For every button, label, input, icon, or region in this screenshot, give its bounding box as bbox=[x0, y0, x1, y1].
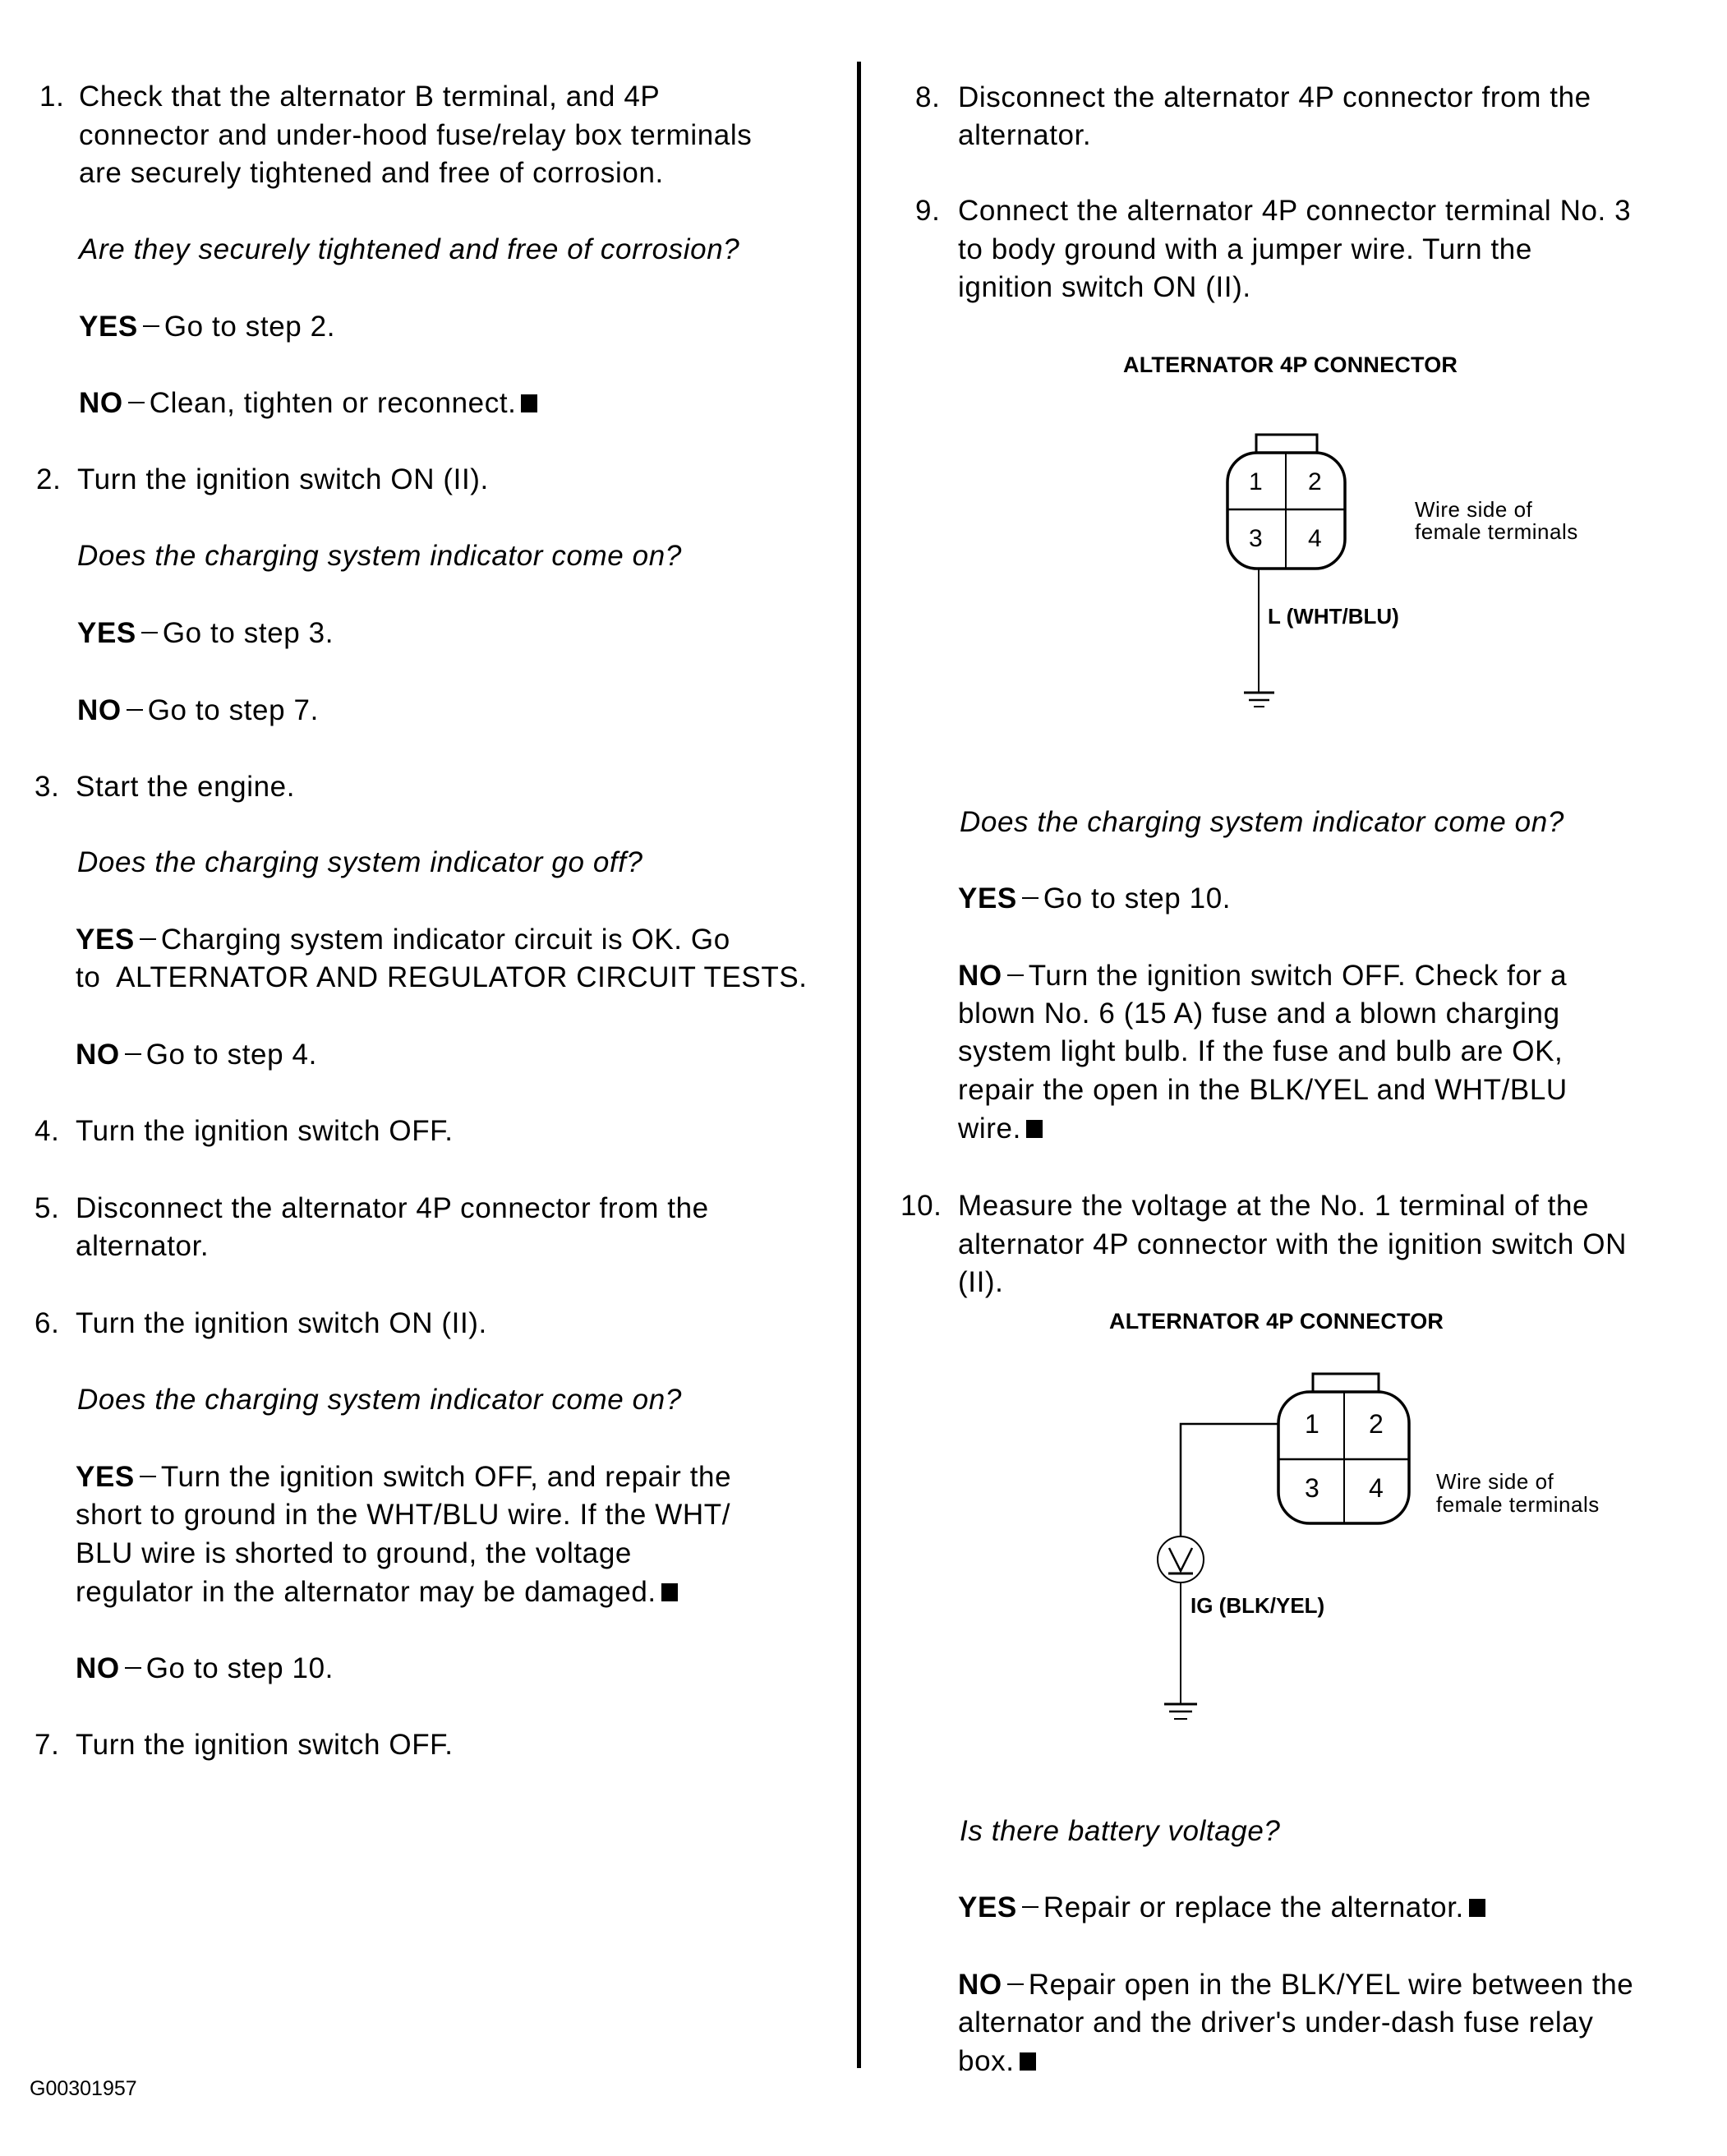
step-3-instruction-line: Start the engine. bbox=[76, 771, 296, 803]
yes-text: Charging system indicator circuit is OK. Go bbox=[160, 924, 730, 956]
yes-text: Go to step 2. bbox=[163, 311, 336, 343]
step-10-number: 10. bbox=[900, 1190, 942, 1222]
step-1-number: 1. bbox=[39, 81, 65, 113]
step-1-instruction-line: connector and under-hood fuse/relay box terminals bbox=[79, 119, 753, 151]
step-6-question: Does the charging system indicator come on? bbox=[77, 1384, 682, 1416]
diagram-1-terminal-2: 2 bbox=[1308, 468, 1323, 495]
step-10-no-text-line: alternator and the driver's under-dash fuse relay bbox=[958, 2006, 1594, 2039]
end-of-procedure-icon bbox=[1469, 1899, 1485, 1917]
step-10-instruction-line: Measure the voltage at the No. 1 terminal of the bbox=[958, 1190, 1590, 1222]
step-10-instruction-line: alternator 4P connector with the ignition switch ON bbox=[958, 1228, 1627, 1260]
no-text: Repair open in the BLK/YEL wire between the bbox=[1028, 1969, 1634, 2001]
diagram-2-wire-label: IG (BLK/YEL) bbox=[1190, 1593, 1325, 1618]
step-10-no-answer bbox=[958, 1970, 1633, 1999]
step-5-instruction-line: Disconnect the alternator 4P connector from the bbox=[76, 1192, 709, 1224]
step-3-number: 3. bbox=[35, 771, 60, 803]
yes-label: YES bbox=[76, 1461, 135, 1493]
no-label: NO bbox=[76, 1039, 120, 1071]
diagram-1-terminal-3: 3 bbox=[1249, 525, 1264, 552]
step-6-yes-text-line: short to ground in the WHT/BLU wire. If the WHT/ bbox=[76, 1499, 731, 1531]
step-3-question: Does the charging system indicator go off? bbox=[77, 846, 643, 878]
step-9-instruction-line: Connect the alternator 4P connector terminal No. 3 bbox=[958, 195, 1632, 227]
step-8-instruction-line: alternator. bbox=[958, 119, 1092, 151]
yes-label: YES bbox=[79, 311, 138, 343]
yes-label: YES bbox=[76, 924, 135, 956]
yes-text: Turn the ignition switch OFF, and repair the bbox=[160, 1461, 732, 1493]
step-9-number: 9. bbox=[915, 195, 941, 227]
step-9-question: Does the charging system indicator come on? bbox=[960, 806, 1564, 838]
step-9-instruction-line: to body ground with a jumper wire. Turn the bbox=[958, 233, 1532, 265]
diagram-2-view-label: female terminals bbox=[1436, 1492, 1600, 1517]
diagram-1-wire-label: L (WHT/BLU) bbox=[1268, 604, 1399, 629]
document-code: G00301957 bbox=[30, 2077, 137, 2100]
dash bbox=[1022, 1906, 1039, 1908]
diagram-2-terminal-1: 1 bbox=[1305, 1409, 1320, 1439]
yes-label: YES bbox=[958, 882, 1017, 914]
connector-latch-tab bbox=[1313, 1374, 1379, 1392]
no-text: Turn the ignition switch OFF. Check for a bbox=[1028, 960, 1568, 992]
ground-symbol-icon bbox=[1164, 1704, 1197, 1719]
step-6-number: 6. bbox=[35, 1307, 60, 1339]
diagram-2-title: ALTERNATOR 4P CONNECTOR bbox=[1109, 1309, 1444, 1334]
end-of-procedure-icon bbox=[1020, 2052, 1036, 2071]
step-6-instruction-line: Turn the ignition switch ON (II). bbox=[76, 1307, 487, 1339]
step-2-number: 2. bbox=[36, 463, 62, 495]
diagram-2-terminal-3: 3 bbox=[1305, 1473, 1320, 1503]
step-9-no-text-line: system light bulb. If the fuse and bulb are OK, bbox=[958, 1035, 1564, 1067]
diagram-1-view-label: female terminals bbox=[1415, 519, 1578, 544]
step-2-instruction-line: Turn the ignition switch ON (II). bbox=[77, 463, 489, 495]
no-text: Go to step 7. bbox=[147, 694, 319, 726]
voltmeter-icon bbox=[1158, 1536, 1204, 1582]
yes-text: Go to step 10. bbox=[1043, 882, 1232, 914]
step-9-instruction-line: ignition switch ON (II). bbox=[958, 271, 1251, 303]
step-6-yes-text-line: BLU wire is shorted to ground, the voltage bbox=[76, 1537, 632, 1569]
step-1-question: Are they securely tightened and free of corrosion? bbox=[79, 233, 740, 265]
diagram-1-terminal-1: 1 bbox=[1249, 468, 1264, 495]
step-9-no-text-line: repair the open in the BLK/YEL and WHT/BLU bbox=[958, 1074, 1568, 1106]
diagram-2-view-label: Wire side of bbox=[1436, 1469, 1554, 1494]
no-text: Go to step 10. bbox=[145, 1652, 334, 1684]
no-text: wire. bbox=[958, 1113, 1021, 1145]
no-label: NO bbox=[958, 960, 1002, 992]
step-5-number: 5. bbox=[35, 1192, 60, 1224]
yes-text: Go to step 3. bbox=[162, 617, 334, 649]
dash bbox=[1007, 1983, 1024, 1985]
diagram-2-terminal-2: 2 bbox=[1369, 1409, 1384, 1439]
no-text: box. bbox=[958, 2045, 1015, 2077]
step-4-instruction-line: Turn the ignition switch OFF. bbox=[76, 1115, 454, 1147]
step-5-instruction-line: alternator. bbox=[76, 1230, 210, 1262]
step-2-question: Does the charging system indicator come on? bbox=[77, 540, 682, 572]
step-1-instruction-line: are securely tightened and free of corrosion. bbox=[79, 157, 664, 189]
no-label: NO bbox=[79, 387, 123, 419]
step-7-number: 7. bbox=[35, 1729, 60, 1761]
diagram-1-title: ALTERNATOR 4P CONNECTOR bbox=[1123, 352, 1458, 377]
step-10-yes-answer bbox=[958, 1893, 1485, 1922]
step-3-yes-text-line: to ALTERNATOR AND REGULATOR CIRCUIT TESTS. bbox=[76, 961, 808, 993]
no-label: NO bbox=[76, 1652, 120, 1684]
step-1-instruction-line: Check that the alternator B terminal, and 4P bbox=[79, 81, 661, 113]
no-text: Go to step 4. bbox=[145, 1039, 317, 1071]
yes-text: Repair or replace the alternator. bbox=[1043, 1891, 1464, 1923]
no-text: Clean, tighten or reconnect. bbox=[149, 387, 517, 419]
yes-text: regulator in the alternator may be damaged. bbox=[76, 1576, 656, 1608]
step-10-instruction-line: (II). bbox=[958, 1266, 1004, 1298]
step-9-no-text-line: blown No. 6 (15 A) fuse and a blown charging bbox=[958, 997, 1560, 1030]
yes-label: YES bbox=[958, 1891, 1017, 1923]
no-label: NO bbox=[77, 694, 122, 726]
diagram-1-view-label: Wire side of bbox=[1415, 497, 1533, 522]
wire-ig-blk-yel bbox=[1181, 1424, 1278, 1536]
step-7-instruction-line: Turn the ignition switch OFF. bbox=[76, 1729, 454, 1761]
diagram-2-terminal-4: 4 bbox=[1369, 1473, 1384, 1503]
step-8-instruction-line: Disconnect the alternator 4P connector from the bbox=[958, 81, 1591, 113]
step-4-number: 4. bbox=[35, 1115, 60, 1147]
step-8-number: 8. bbox=[915, 81, 941, 113]
step-10-no-text-line bbox=[958, 2047, 1036, 2075]
yes-label: YES bbox=[77, 617, 136, 649]
no-label: NO bbox=[958, 1969, 1002, 2001]
step-10-question: Is there battery voltage? bbox=[960, 1815, 1281, 1847]
diagram-1-terminal-4: 4 bbox=[1308, 525, 1323, 552]
